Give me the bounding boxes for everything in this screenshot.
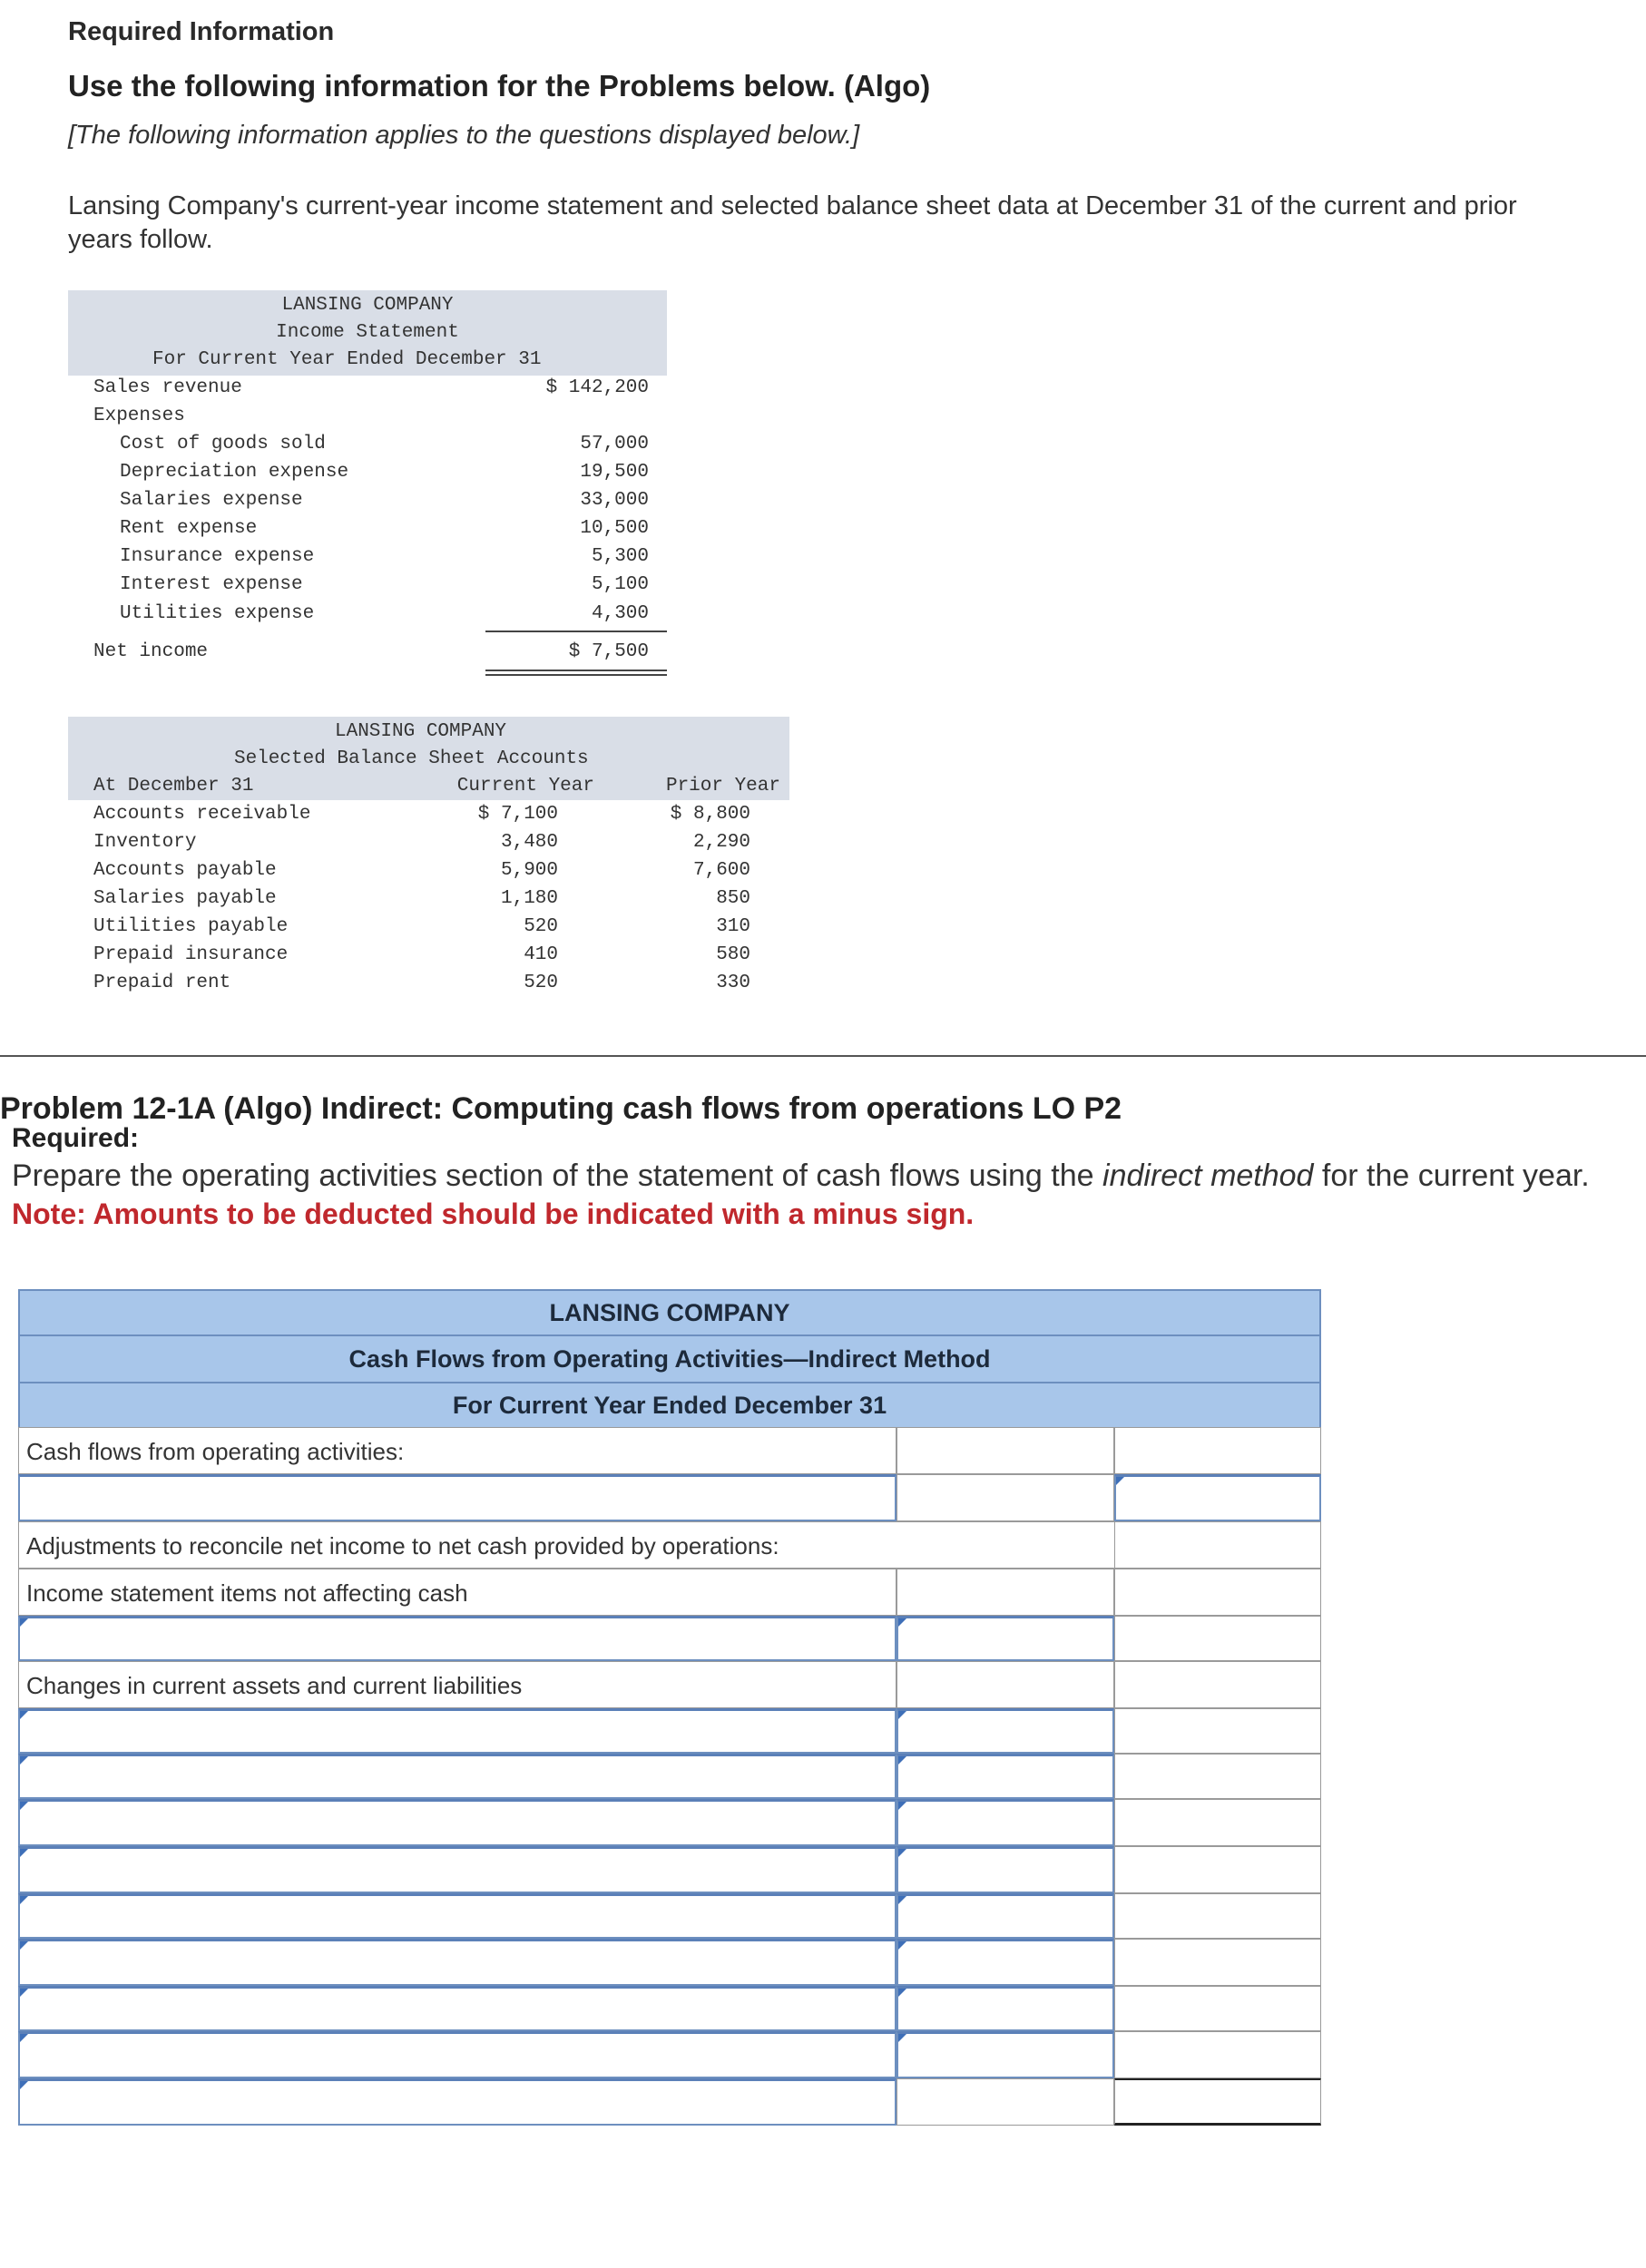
expense-value: 33,000 bbox=[580, 490, 649, 511]
changes-label: Changes in current assets and current liabilities bbox=[26, 1672, 523, 1699]
blank-cell bbox=[1114, 1799, 1321, 1846]
expense-value: 57,000 bbox=[580, 434, 649, 455]
adjustments-label-cell bbox=[18, 1521, 1114, 1569]
blank-cell bbox=[1114, 1939, 1321, 1986]
bs-row-label: Salaries payable bbox=[93, 888, 277, 909]
bs-title: Selected Balance Sheet Accounts bbox=[234, 748, 589, 769]
net-cash-label-input[interactable] bbox=[18, 2078, 896, 2126]
input-flag-icon bbox=[20, 1802, 28, 1810]
expense-label: Rent expense bbox=[120, 518, 258, 539]
input-flag-icon bbox=[898, 1849, 906, 1857]
section-divider bbox=[0, 1055, 1646, 1057]
bs-row-label: Inventory bbox=[93, 832, 197, 853]
change-amount-input[interactable] bbox=[896, 1893, 1114, 1939]
bs-row-label: Prepaid insurance bbox=[93, 944, 289, 965]
is-title: Income Statement bbox=[276, 322, 459, 343]
col-prior-header: Prior Year bbox=[665, 776, 780, 797]
required-information-heading: Required Information bbox=[68, 17, 335, 46]
income-statement bbox=[68, 290, 667, 689]
prepare-text-post: for the current year. bbox=[1313, 1158, 1590, 1193]
blank-cell bbox=[1114, 1893, 1321, 1939]
bs-row-label: Utilities payable bbox=[93, 916, 289, 937]
blank-cell bbox=[1114, 2031, 1321, 2078]
blank-cell bbox=[896, 2078, 1114, 2126]
net-income-line-input[interactable] bbox=[18, 1474, 896, 1521]
change-item-input[interactable] bbox=[18, 1799, 896, 1846]
input-flag-icon bbox=[20, 1941, 28, 1950]
blank-cell bbox=[1114, 1661, 1321, 1708]
cash-flows-label-cell bbox=[18, 1427, 896, 1474]
expenses-label: Expenses bbox=[93, 406, 185, 426]
blank-cell bbox=[1114, 1427, 1321, 1474]
col-current-header: Current Year bbox=[456, 776, 594, 797]
bs-row-current: 520 bbox=[524, 973, 558, 993]
prepare-text-method: indirect method bbox=[1102, 1158, 1314, 1193]
change-item-input[interactable] bbox=[18, 1754, 896, 1799]
expense-label: Depreciation expense bbox=[120, 462, 349, 483]
net-income-label: Net income bbox=[93, 641, 209, 662]
net-cash-total-cell[interactable] bbox=[1114, 2078, 1321, 2126]
expense-value: 19,500 bbox=[580, 462, 649, 483]
bs-row-current: 5,900 bbox=[500, 860, 558, 881]
input-flag-icon bbox=[20, 1618, 28, 1627]
bs-row-current: $ 7,100 bbox=[477, 804, 558, 825]
expense-label: Salaries expense bbox=[120, 490, 303, 511]
bs-row-label: Prepaid rent bbox=[93, 973, 231, 993]
blank-cell bbox=[896, 1569, 1114, 1616]
change-item-input[interactable] bbox=[18, 2031, 896, 2078]
noncash-amount-input[interactable] bbox=[896, 1616, 1114, 1661]
input-flag-icon bbox=[20, 2034, 28, 2042]
worksheet-period: For Current Year Ended December 31 bbox=[18, 1382, 1321, 1429]
sales-revenue-value: $ 142,200 bbox=[545, 377, 649, 398]
blank-cell bbox=[1114, 1616, 1321, 1661]
bs-row-prior: 580 bbox=[716, 944, 750, 965]
input-flag-icon bbox=[898, 1896, 906, 1904]
change-item-input[interactable] bbox=[18, 1939, 896, 1986]
bs-row-prior: 310 bbox=[716, 916, 750, 937]
applies-note: [The following information applies to the questions displayed below.] bbox=[68, 121, 860, 150]
bs-row-prior: $ 8,800 bbox=[670, 804, 750, 825]
input-flag-icon bbox=[20, 2081, 28, 2089]
change-item-input[interactable] bbox=[18, 1708, 896, 1754]
change-item-input[interactable] bbox=[18, 1986, 896, 2031]
input-flag-icon bbox=[20, 1849, 28, 1857]
change-amount-input[interactable] bbox=[896, 1799, 1114, 1846]
change-amount-input[interactable] bbox=[896, 1846, 1114, 1893]
worksheet-title: Cash Flows from Operating Activities—Indirect Method bbox=[18, 1334, 1321, 1383]
input-flag-icon bbox=[898, 1941, 906, 1950]
adjustments-label: Adjustments to reconcile net income to net cash provided by operations: bbox=[26, 1532, 779, 1559]
prepare-instructions bbox=[12, 1158, 1590, 1194]
is-company-name: LANSING COMPANY bbox=[281, 295, 454, 316]
expense-value: 5,100 bbox=[591, 574, 649, 595]
input-flag-icon bbox=[20, 1756, 28, 1765]
expense-value: 5,300 bbox=[591, 546, 649, 567]
input-flag-icon bbox=[898, 1756, 906, 1765]
expense-label: Utilities expense bbox=[120, 603, 315, 624]
bs-row-current: 1,180 bbox=[500, 888, 558, 909]
input-flag-icon bbox=[898, 1618, 906, 1627]
change-amount-input[interactable] bbox=[896, 1986, 1114, 2031]
bs-row-prior: 7,600 bbox=[692, 860, 750, 881]
is-period: For Current Year Ended December 31 bbox=[152, 349, 542, 370]
blank-cell bbox=[896, 1661, 1114, 1708]
noncash-label-cell bbox=[18, 1569, 896, 1616]
net-income-amount-input[interactable] bbox=[1114, 1474, 1321, 1521]
expense-value: 10,500 bbox=[580, 518, 649, 539]
input-flag-icon bbox=[20, 1896, 28, 1904]
input-flag-icon bbox=[1116, 1477, 1124, 1485]
blank-cell bbox=[1114, 1846, 1321, 1893]
cash-flows-label: Cash flows from operating activities: bbox=[26, 1438, 405, 1465]
bs-row-current: 3,480 bbox=[500, 832, 558, 853]
input-flag-icon bbox=[20, 1711, 28, 1719]
change-item-input[interactable] bbox=[18, 1893, 896, 1939]
double-rule bbox=[485, 670, 667, 676]
input-flag-icon bbox=[20, 1989, 28, 1997]
blank-cell bbox=[1114, 1569, 1321, 1616]
change-amount-input[interactable] bbox=[896, 1939, 1114, 1986]
worksheet-company: LANSING COMPANY bbox=[18, 1289, 1321, 1336]
expense-label: Interest expense bbox=[120, 574, 303, 595]
minus-sign-note: Note: Amounts to be deducted should be indicated with a minus sign. bbox=[12, 1198, 975, 1230]
prepare-text-pre: Prepare the operating activities section of the statement of cash flows using the bbox=[12, 1158, 1103, 1193]
blank-cell bbox=[896, 1427, 1114, 1474]
blank-cell bbox=[1114, 1708, 1321, 1754]
input-flag-icon bbox=[898, 1711, 906, 1719]
bs-row-current: 520 bbox=[524, 916, 558, 937]
bs-row-prior: 850 bbox=[716, 888, 750, 909]
sales-revenue-label: Sales revenue bbox=[93, 377, 242, 398]
blank-cell bbox=[1114, 1986, 1321, 2031]
cash-flow-worksheet bbox=[18, 1289, 1319, 2142]
bs-company-name: LANSING COMPANY bbox=[335, 721, 507, 742]
input-flag-icon bbox=[898, 1802, 906, 1810]
bs-row-current: 410 bbox=[524, 944, 558, 965]
problem-title: Problem 12-1A (Algo) Indirect: Computing cash flows from operations LO P2 bbox=[0, 1091, 1122, 1126]
col-label-header: At December 31 bbox=[93, 776, 254, 797]
bs-row-prior: 2,290 bbox=[692, 832, 750, 853]
change-amount-input[interactable] bbox=[896, 1708, 1114, 1754]
expense-label: Insurance expense bbox=[120, 546, 315, 567]
input-flag-icon bbox=[898, 2034, 906, 2042]
change-amount-input[interactable] bbox=[896, 1754, 1114, 1799]
change-item-input[interactable] bbox=[18, 1846, 896, 1893]
blank-cell bbox=[1114, 1754, 1321, 1799]
net-income-value: $ 7,500 bbox=[568, 641, 649, 662]
expense-label: Cost of goods sold bbox=[120, 434, 326, 455]
expense-value: 4,300 bbox=[591, 603, 649, 624]
subtotal-rule bbox=[485, 631, 667, 632]
noncash-label: Income statement items not affecting cash bbox=[26, 1579, 468, 1607]
instructions-heading: Use the following information for the Problems below. (Algo) bbox=[68, 69, 931, 103]
intro-paragraph: Lansing Company's current-year income statement and selected balance sheet data at December 31 of the current and prior years follow. bbox=[68, 191, 1517, 254]
blank-cell bbox=[896, 1474, 1114, 1521]
changes-label-cell bbox=[18, 1661, 896, 1708]
noncash-item-input[interactable] bbox=[18, 1616, 896, 1661]
blank-cell bbox=[1114, 1521, 1321, 1569]
input-flag-icon bbox=[898, 1989, 906, 1997]
required-label: Required: bbox=[12, 1123, 140, 1153]
bs-row-label: Accounts receivable bbox=[93, 804, 311, 825]
change-amount-input[interactable] bbox=[896, 2031, 1114, 2078]
bs-row-prior: 330 bbox=[716, 973, 750, 993]
balance-sheet-accounts bbox=[68, 717, 789, 1007]
bs-row-label: Accounts payable bbox=[93, 860, 277, 881]
